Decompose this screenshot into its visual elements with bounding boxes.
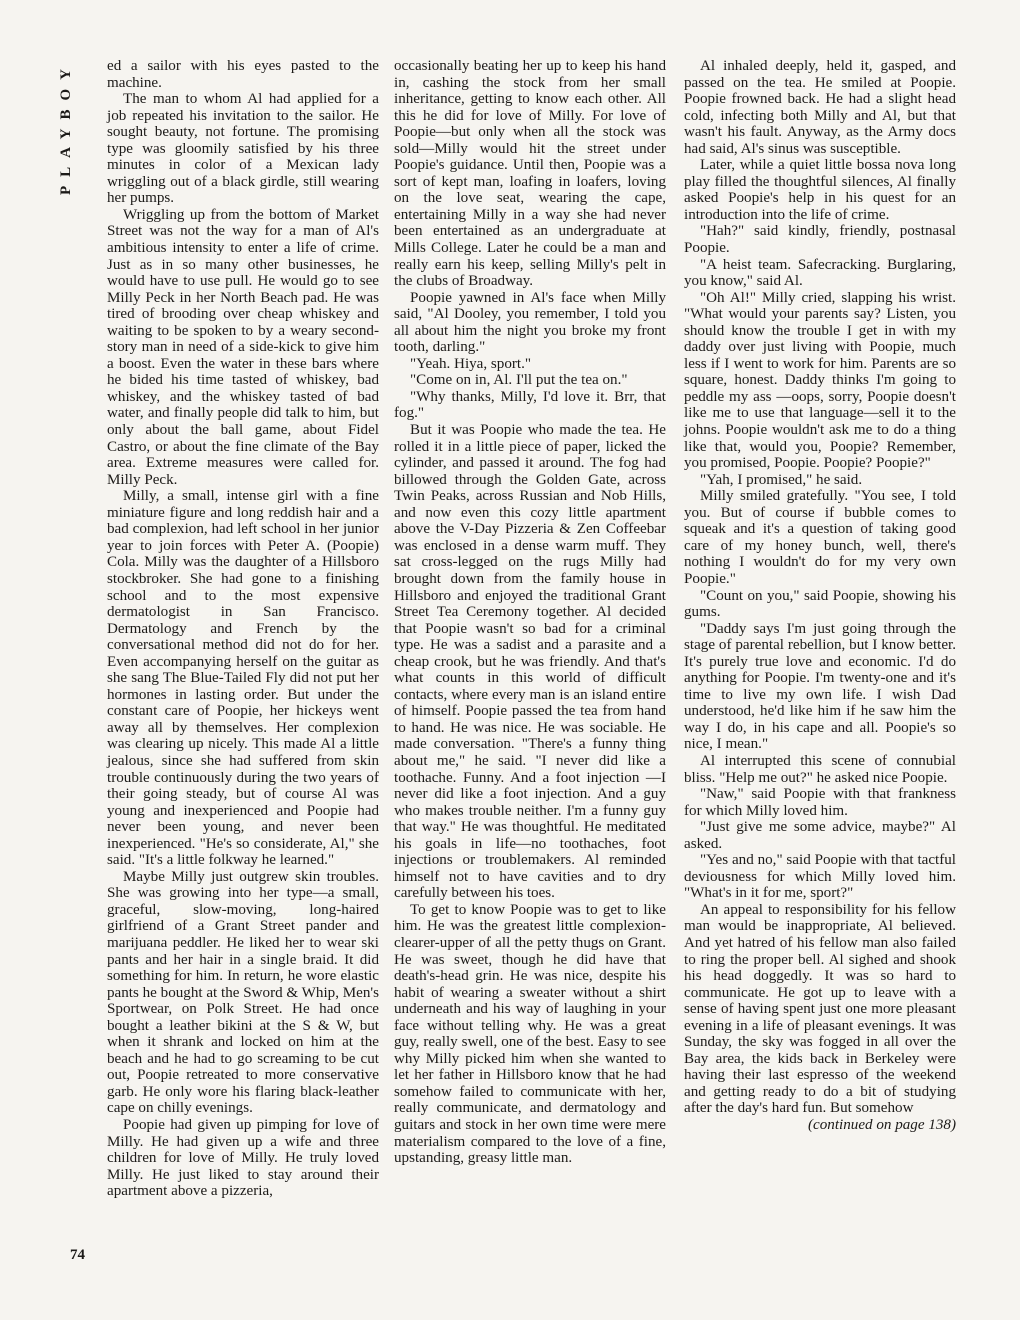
paragraph: But it was Poopie who made the tea. He rolled it in a little piece of paper, licked the cylinder, and passed it around. The fog had billowed through the Golden Gate, across Twin Peaks, across Russian and Nob Hills, and now even this cozy little apartment above the V-Day Pizzeria & Zen Coffeebar was enclosed in a dense warm muff. They sat cross-legged on the rugs Milly had brought down from the family house in Hillsboro and enjoyed the traditional Grant Street Tea Ceremony together. Al decided that Poopie wasn't so bad for a criminal type. He was a sadist and a parasite and a cheap crook, but he was friendly. And that's what counts in this world of difficult contacts, where every man is an island entire of himself. Poopie passed the tea from hand to hand. He was nice. He was sociable. He made conversation. "There's a funny thing about me," he said. "I never did like a toothache. Funny. And a foot injection —I never did like a foot injection. And a guy who makes trouble neither. I'm a funny guy that way." He was thoughtful. He meditated his goals in life—no toothaches, foot injections or troublemakers. Al reminded himself not to have cavities and to dry carefully between his toes. [394, 422, 666, 902]
text-column-2 [394, 58, 666, 1167]
text-column-3 [684, 58, 956, 1134]
paragraph: "Yeah. Hiya, sport." [410, 355, 532, 372]
paragraph: "Naw," said Poopie with that frankness for which Milly loved him. [684, 786, 956, 819]
paragraph: Al inhaled deeply, held it, gasped, and passed on the tea. He smiled at Poopie. Poopie frowned back. He had a slight head cold, infecting both Milly and Al, but that wasn't his fault. Anyway, as the Army docs had said, Al's sinus was susceptible. [684, 58, 956, 157]
continuation-note: (continued on page 138) [808, 1117, 956, 1133]
paragraph: "Count on you," said Poopie, showing his gums. [684, 587, 956, 621]
paragraph: Poopie had given up pimping for love of Milly. He had given up a wife and three children for love of Milly. He truly loved Milly. He just liked to stay around their apartment above a pizzeria, [107, 1117, 379, 1200]
paragraph: occasionally beating her up to keep his hand in, cashing the stock from her small inheritance, getting to know each other. All this he did for love of Milly. For love of Poopie—but only when all the stock was sold—Milly would hit the street under Poopie's guidance. Until then, Poopie was a sort of kept man, loafing in loafers, loving on the love seat, wearing the cape, entertaining Milly in a way she had never been entertained as an undergraduate at Mills College. Later he could be a man and really earn his keep, selling Milly's pelt in the clubs of Broadway. [394, 58, 666, 290]
paragraph: "Come on in, Al. I'll put the tea on." [410, 372, 628, 389]
paragraph: Poopie yawned in Al's face when Milly said, "Al Dooley, you remember, I told you all about him the night you broke my front tooth, darling." [394, 289, 666, 356]
paragraph: "Hah?" said kindly, friendly, postnasal Poopie. [684, 223, 956, 257]
paragraph: "Why thanks, Milly, I'd love it. Brr, that fog." [394, 388, 666, 422]
paragraph: "Yes and no," said Poopie with that tactful deviousness for which Milly loved him. "What's in it for me, sport?" [684, 852, 956, 902]
paragraph: Milly smiled gratefully. "You see, I told you. But of course if bubble comes to squeak and it's a question of taking good care of my honey bunch, well, there's nothing I wouldn't do for my very own Poopie." [684, 488, 956, 587]
paragraph: An appeal to responsibility for his fellow man would be inappropriate, Al believed. And yet hatred of his fellow man also failed to ring the proper bell. Al sighed and shook his head doggedly. It was so hard to communicate. He got up to leave with a sense of having spent just one more pleasant evening in a life of pleasant evenings. It was Sunday, the sky was fogged in all over the Bay area, the kids back in Berkeley were having their last espresso of the weekend and getting ready to do a bit of studying after the day's hard fun. But somehow [684, 901, 956, 1117]
paragraph: Maybe Milly just outgrew skin troubles. She was growing into her type—a small, graceful, slow-moving, long-haired girlfriend of a Grant Street pander and marijuana peddler. He liked her to wear ski pants and her hair in a single braid. It did something for him. In return, he wore elastic pants he bought at the Sword & Whip, Men's Sportwear, on Polk Street. He had once bought a leather bikini at the S & W, but when it shrank and locked on him at the beach and he had to go screaming to be cut out, Poopie retreated to more conservative garb. He only wore his flaring black-leather cape on chilly evenings. [107, 868, 380, 1117]
paragraph: "Yah, I promised," he said. [700, 471, 863, 488]
paragraph: "Daddy says I'm just going through the stage of parental rebellion, but I know better. It's purely true love and economic. I'd do anything for Poopie. I'm twenty-one and it's time to live my own life. I wish Dad understood, he'd like him if he saw him the way I do, in his cape and all. Poopie's so nice, I mean." [684, 620, 956, 753]
paragraph: "Oh Al!" Milly cried, slapping his wrist. "What would your parents say? Listen, you should know the trouble I get in with my daddy over just living with Poopie, much less if I went to work for him. Parents are so square, honest. Daddy thinks I'm going to peddle my ass —oops, sorry, Poopie doesn't like me to use that language—sell it to the johns. Poopie wouldn't ask me to do a thing like that, would you, Poopie? Remember, you promised, Poopie. Poopie? Poopie?" [684, 289, 956, 472]
paragraph: To get to know Poopie was to get to like him. He was the greatest little complexion-clearer-upper of all the petty thugs on Grant. He was sweet, though he did have that death's-head grin. He was nice, despite his habit of wearing a sweater without a shirt underneath and his way of laughing in your face without telling why. He was a great guy, really swell, one of the best. Easy to see why Milly picked him when she wanted to let her father in Hillsboro know that he had somehow failed to communicate with her, really communicate, and dermatology and guitars and stock in her own time were mere materialism compared to the love of a fine, upstanding, greasy little man. [394, 901, 666, 1167]
magazine-name-running-head: PLAYBOY [58, 60, 74, 195]
paragraph: "Just give me some advice, maybe?" Al asked. [684, 819, 956, 852]
paragraph: Al interrupted this scene of connubial bliss. "Help me out?" he asked nice Poopie. [684, 752, 956, 786]
paragraph: "A heist team. Safecracking. Burglaring, you know," said Al. [684, 256, 956, 290]
paragraph: Later, while a quiet little bossa nova long play filled the thoughtful silences, Al finally asked Poopie's help in his quest for an introduction into the life of crime. [684, 157, 956, 223]
paragraph: ed a sailor with his eyes pasted to the machine. [107, 58, 379, 91]
page-number: 74 [70, 1247, 85, 1263]
text-column-1 [107, 58, 379, 1200]
paragraph: The man to whom Al had applied for a job repeated his invitation to the sailor. He sought beauty, not fortune. The promising type was gloomily satisfied by his three minutes in color of a Mexican lady wriggling out of a black girdle, still wearing her pumps. [107, 91, 379, 207]
paragraph: Wriggling up from the bottom of Market Street was not the way for a man of Al's ambitious intensity to enter a life of crime. Just as in so many other businesses, he would have to use pull. He would go to see Milly Peck in her North Beach pad. He was tired of brooding over cheap whiskey and waiting to be spoken to by a weary second-story man in need of a side-kick to give him a boost. Even the water in these bars where he bided his time tasted of whiskey, bad whiskey, and the whiskey tasted of bad water, and finally people did talk to him, but only about the ball game, about Fidel Castro, or about the fine climate of the Bay area. Extreme measures were called for. Milly Peck. [107, 206, 379, 488]
paragraph: Milly, a small, intense girl with a fine miniature figure and long reddish hair and a bad complexion, had left school in her junior year to join forces with Peter A. (Poopie) Cola. Milly was the daughter of a Hillsboro stockbroker. She had gone to a finishing school and to the most expensive dermatologist in San Francisco. Dermatology and French by the conversational method did not do for her. Even accompanying herself on the guitar as she sang The Blue-Tailed Fly did not put her hormones in lasting order. But under the constant care of Poopie, her hickeys went away all by themselves. Her complexion was clearing up nicely. This made Al a little jealous, since she had suffered from skin trouble continuously during the two years of their going steady, but of course Al was young and inexperienced and Poopie had never been young, and never been inexperienced. "He's so considerate, Al," she said. "It's a little folkway he learned." [107, 488, 379, 869]
